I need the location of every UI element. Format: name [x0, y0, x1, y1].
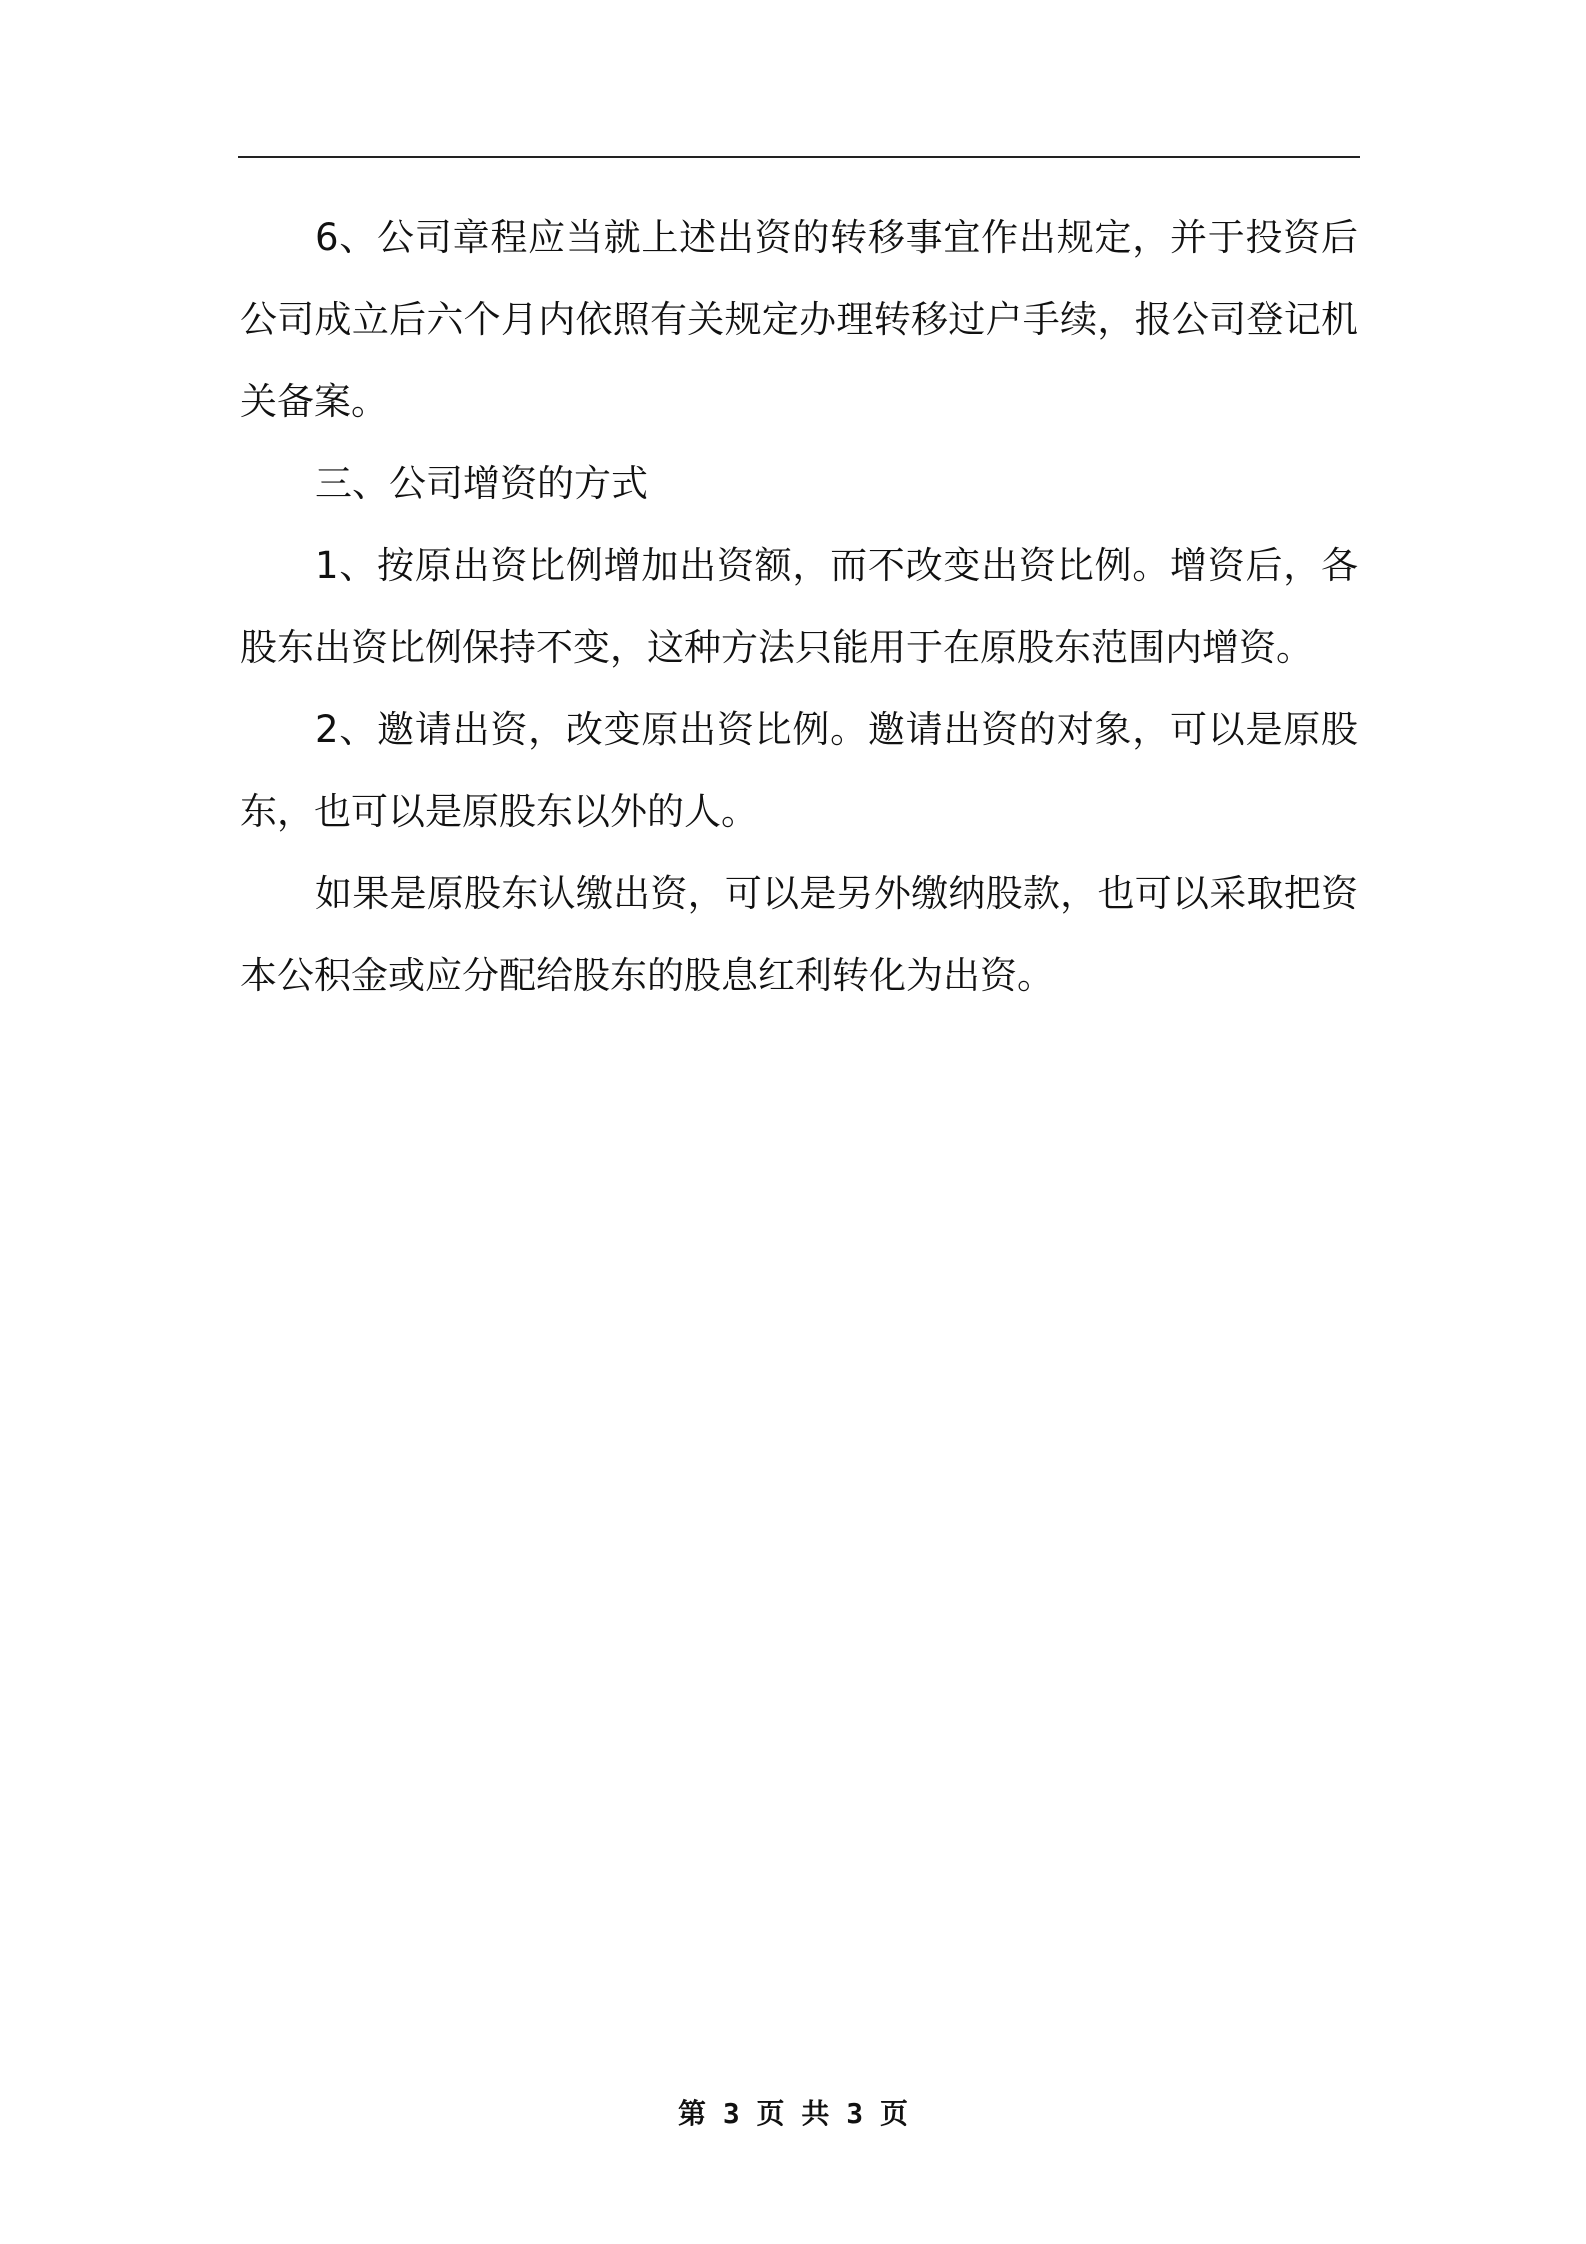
- paragraph-proportional-increase: 1、按原出资比例增加出资额，而不改变出资比例。增资后，各股东出资比例保持不变，这种方法只能用于在原股东范围内增资。: [240, 544, 1358, 669]
- section-heading-capital-increase: 三、公司增资的方式: [315, 462, 648, 505]
- document-body: [240, 197, 1358, 1017]
- paragraph-transfer-rules: 6、公司章程应当就上述出资的转移事宜作出规定，并于投资后公司成立后六个月内依照有关规定办理转移过户手续，报公司登记机关备案。: [240, 216, 1358, 423]
- paragraph-invited-contribution: 2、邀请出资，改变原出资比例。邀请出资的对象，可以是原股东，也可以是原股东以外的人。: [240, 708, 1358, 833]
- paragraph-existing-shareholder: 如果是原股东认缴出资，可以是另外缴纳股款，也可以采取把资本公积金或应分配给股东的股息红利转化为出资。: [240, 872, 1358, 997]
- page-number: 第 3 页 共 3 页: [677, 2097, 908, 2130]
- header-rule: [238, 156, 1360, 158]
